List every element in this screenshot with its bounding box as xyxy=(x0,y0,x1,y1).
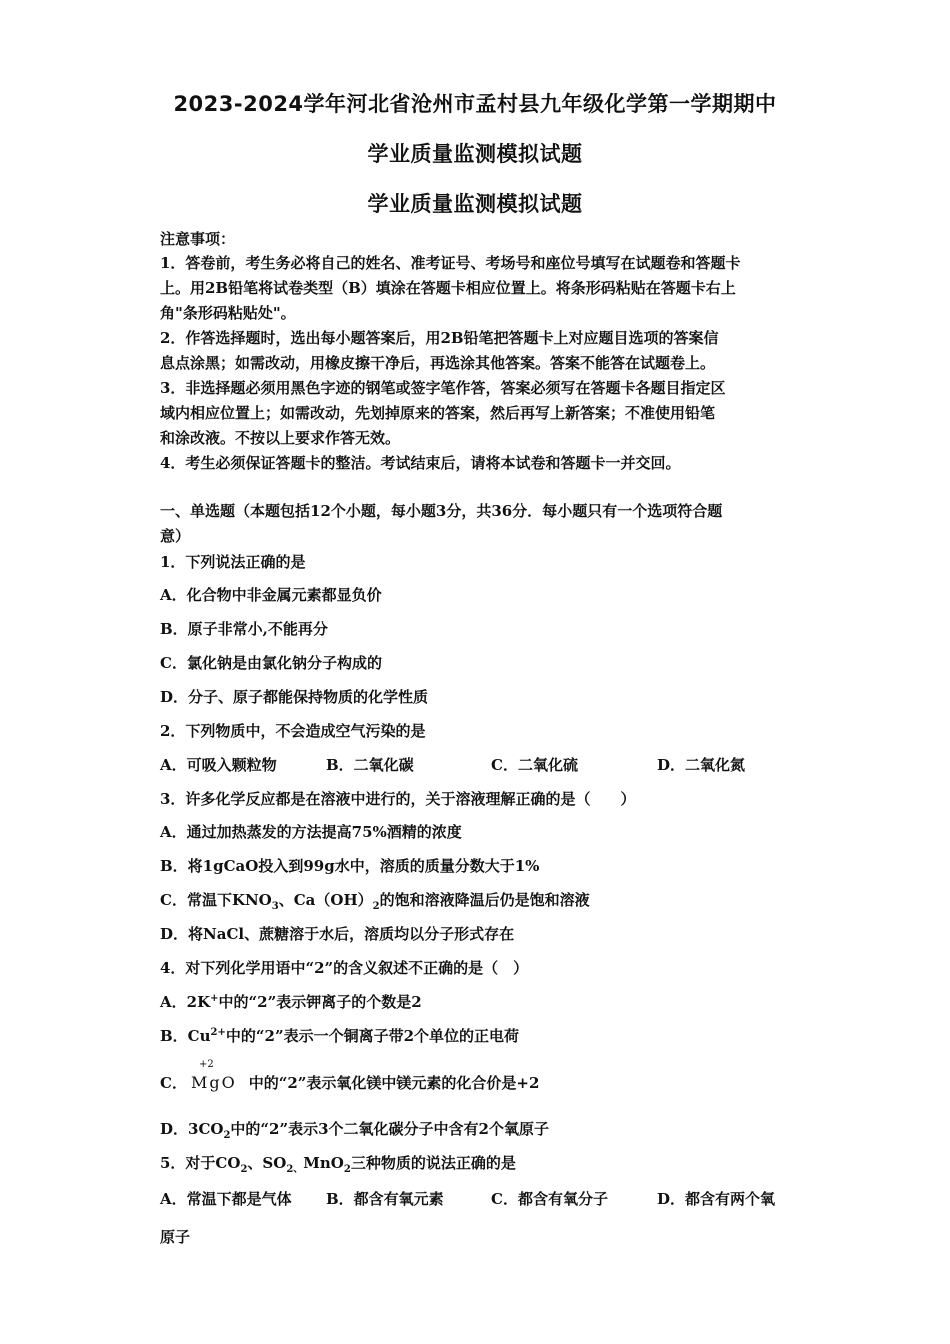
notice-line: 息点涂黑；如需改动，用橡皮擦干净后，再选涂其他答案。答案不能答在试题卷上。 xyxy=(160,354,716,372)
question-4-option-c: C． +2 MgO 中的“2”表示氧化镁中镁元素的化合价是+2 xyxy=(160,1059,540,1092)
exam-title-line3: 学业质量监测模拟试题 xyxy=(367,192,583,216)
exam-title-line1: 2023-2024学年河北省沧州市孟村县九年级化学第一学期期中 xyxy=(173,92,777,116)
question-5-option-c: C．都含有氧分子 xyxy=(491,1190,608,1208)
notice-heading: 注意事项： xyxy=(160,230,236,248)
question-3-option-d: D．将NaCl、蔗糖溶于水后，溶质均以分子形式存在 xyxy=(160,925,515,943)
valence-formula: +2 MgO xyxy=(190,1059,237,1092)
notice-line: 4．考生必须保证答题卡的整洁。考试结束后，请将本试卷和答题卡一并交回。 xyxy=(160,454,681,472)
question-1-option-d: D．分子、原子都能保持物质的化学性质 xyxy=(160,688,429,706)
question-3-option-c: C．常温下$KNO_3$、$Ca(OH)_2$的饱和溶液降温后仍是饱和溶液 xyxy=(160,891,590,912)
notice-line: 和涂改液。不按以上要求作答无效。 xyxy=(160,429,401,447)
notice-line: 上。用2B铅笔将试卷类型（B）填涂在答题卡相应位置上。将条形码粘贴在答题卡右上 xyxy=(160,279,736,297)
question-1-stem: 1．下列说法正确的是 xyxy=(160,553,306,571)
question-1-option-a: A．化合物中非金属元素都显负价 xyxy=(160,586,382,604)
notice-line: 2．作答选择题时，选出每小题答案后，用2B铅笔把答题卡上对应题目选项的答案信 xyxy=(160,329,719,347)
question-4-option-d: D．$3CO_2$中的“2”表示3个二氧化碳分子中含有2个氧原子 xyxy=(160,1120,549,1141)
notice-line: 角"条形码粘贴处"。 xyxy=(160,304,296,322)
question-2-option-c: C．二氧化硫 xyxy=(491,756,578,774)
question-1-option-c: C．氯化钠是由氯化钠分子构成的 xyxy=(160,654,382,672)
question-5-stem: 5．对于$CO_2$、$SO_{2、}MnO_2$三种物质的说法正确的是 xyxy=(160,1154,516,1175)
question-2-option-a: A．可吸入颗粒物 xyxy=(160,756,277,774)
exam-title-line2: 学业质量监测模拟试题 xyxy=(367,142,583,166)
section-heading-cont: 意） xyxy=(160,527,191,545)
section-heading: 一、单选题（本题包括12个小题，每小题3分，共36分．每小题只有一个选项符合题 xyxy=(160,502,723,520)
question-2-option-b: B．二氧化碳 xyxy=(326,756,414,774)
question-5-option-d: D．都含有两个氧 xyxy=(657,1190,776,1208)
question-5-option-b: B．都含有氧元素 xyxy=(326,1190,444,1208)
question-5-option-d-cont: 原子 xyxy=(160,1228,191,1246)
question-1-option-b: B．原子非常小,不能再分 xyxy=(160,620,328,638)
question-3-option-a: A．通过加热蒸发的方法提高75%酒精的浓度 xyxy=(160,823,462,841)
question-4-stem: 4．对下列化学用语中“2”的含义叙述不正确的是（ ） xyxy=(160,959,529,977)
notice-line: 1．答卷前，考生务必将自己的姓名、准考证号、考场号和座位号填写在试题卷和答题卡 xyxy=(160,254,741,272)
notice-line: 3．非选择题必须用黑色字迹的钢笔或签字笔作答，答案必须写在答题卡各题目指定区 xyxy=(160,379,726,397)
question-3-option-b: B．将1gCaO投入到99g水中，溶质的质量分数大于1% xyxy=(160,857,540,875)
question-3-stem: 3．许多化学反应都是在溶液中进行的，关于溶液理解正确的是（ ） xyxy=(160,790,636,808)
notice-line: 域内相应位置上；如需改动，先划掉原来的答案，然后再写上新答案；不准使用铅笔 xyxy=(160,404,716,422)
question-4-option-b: B．$Cu^{2+}$中的“2”表示一个铜离子带2个单位的正电荷 xyxy=(160,1027,520,1045)
question-2-option-d: D．二氧化氮 xyxy=(657,756,746,774)
question-4-option-a: A．2K+中的“2”表示钾离子的个数是2 xyxy=(160,993,422,1011)
question-2-stem: 2．下列物质中，不会造成空气污染的是 xyxy=(160,722,426,740)
question-5-option-a: A．常温下都是气体 xyxy=(160,1190,292,1208)
